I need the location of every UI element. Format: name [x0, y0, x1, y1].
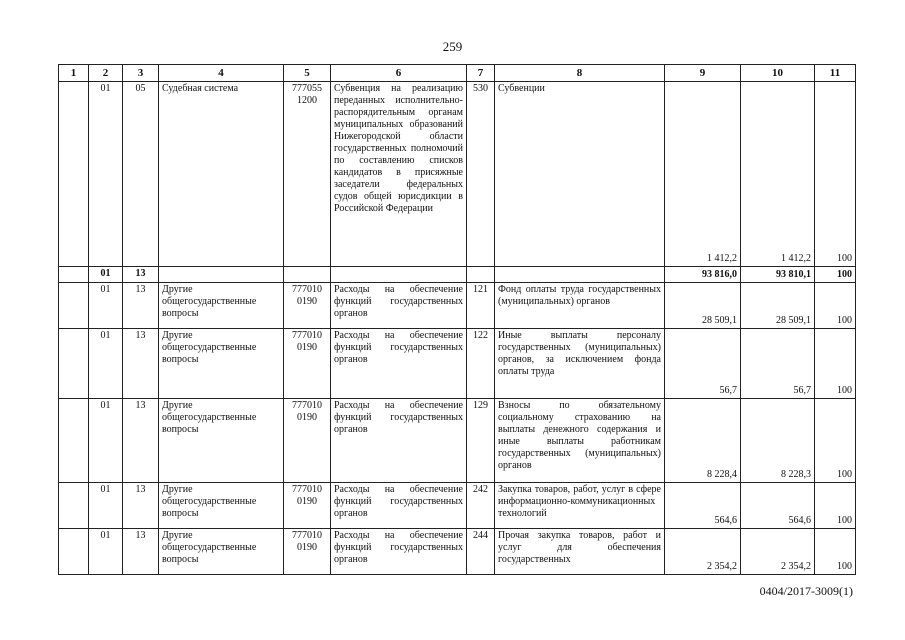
cell-section: 01	[89, 329, 123, 399]
cell-section: 01	[89, 283, 123, 329]
cell-expense-name: Взносы по обязательному социальному страхованию на выплаты денежного содержания и иные выплаты работникам государственных (муниципальных) органов	[495, 399, 665, 483]
col-header-2: 2	[89, 65, 123, 82]
cell-subsection: 13	[123, 267, 159, 283]
cell-percent: 100	[815, 329, 856, 399]
cell-col1	[59, 483, 89, 529]
cell-planned: 1 412,2	[665, 82, 741, 267]
cell-executed: 28 509,1	[741, 283, 815, 329]
col-header-6: 6	[331, 65, 467, 82]
cell-target-name: Расходы на обеспечение функций государственных органов	[331, 399, 467, 483]
cell-target-code: 777010 0190	[284, 399, 331, 483]
cell-subsection: 13	[123, 483, 159, 529]
cell-planned: 93 816,0	[665, 267, 741, 283]
cell-section-name: Другие общегосударственные вопросы	[159, 329, 284, 399]
cell-section: 01	[89, 483, 123, 529]
col-header-10: 10	[741, 65, 815, 82]
header-row	[59, 65, 856, 82]
cell-planned: 2 354,2	[665, 529, 741, 575]
cell-col1	[59, 329, 89, 399]
cell-section-name: Другие общегосударственные вопросы	[159, 529, 284, 575]
cell-expense-code: 530	[467, 82, 495, 267]
cell-expense-name: Прочая закупка товаров, работ и услуг для обеспечения государственных	[495, 529, 665, 575]
cell-section-name: Судебная система	[159, 82, 284, 267]
cell-section: 01	[89, 267, 123, 283]
cell-executed: 93 810,1	[741, 267, 815, 283]
cell-expense-code: 129	[467, 399, 495, 483]
cell-target-code: 777010 0190	[284, 483, 331, 529]
col-header-7: 7	[467, 65, 495, 82]
cell-percent: 100	[815, 283, 856, 329]
col-header-11: 11	[815, 65, 856, 82]
col-header-5: 5	[284, 65, 331, 82]
table-row	[59, 329, 856, 399]
col-header-4: 4	[159, 65, 284, 82]
table-row	[59, 82, 856, 267]
cell-target-name: Расходы на обеспечение функций государственных органов	[331, 283, 467, 329]
cell-target-name: Расходы на обеспечение функций государственных органов	[331, 329, 467, 399]
cell-target-code: 777010 0190	[284, 283, 331, 329]
cell-target-name: Расходы на обеспечение функций государственных органов	[331, 529, 467, 575]
cell-section-name: Другие общегосударственные вопросы	[159, 283, 284, 329]
cell-section-name: Другие общегосударственные вопросы	[159, 399, 284, 483]
table-row	[59, 399, 856, 483]
subtotal-row	[59, 267, 856, 283]
cell-target-code	[284, 267, 331, 283]
cell-section-name: Другие общегосударственные вопросы	[159, 483, 284, 529]
cell-expense-code: 122	[467, 329, 495, 399]
cell-expense-name: Субвенции	[495, 82, 665, 267]
cell-col1	[59, 82, 89, 267]
cell-target-name: Субвенция на реализацию переданных исполнительно-распорядительным органам муниципальных образований Нижегородской области государственных полномочий по составлению списков кандидатов в присяжные заседатели федеральных судов общей юрисдикции в Российской Федерации	[331, 82, 467, 267]
cell-expense-name: Иные выплаты персоналу государственных (муниципальных) органов, за исключением фонда оплаты труда	[495, 329, 665, 399]
cell-target-code: 777010 0190	[284, 329, 331, 399]
cell-percent: 100	[815, 82, 856, 267]
budget-table	[58, 64, 856, 575]
cell-planned: 56,7	[665, 329, 741, 399]
cell-col1	[59, 529, 89, 575]
cell-section: 01	[89, 82, 123, 267]
col-header-8: 8	[495, 65, 665, 82]
cell-subsection: 05	[123, 82, 159, 267]
cell-expense-code	[467, 267, 495, 283]
col-header-9: 9	[665, 65, 741, 82]
cell-section: 01	[89, 529, 123, 575]
table-row	[59, 483, 856, 529]
cell-expense-name: Фонд оплаты труда государственных (муниципальных) органов	[495, 283, 665, 329]
document-code: 0404/2017-3009(1)	[759, 584, 853, 598]
cell-target-name	[331, 267, 467, 283]
cell-col1	[59, 267, 89, 283]
cell-expense-code: 242	[467, 483, 495, 529]
cell-section-name	[159, 267, 284, 283]
cell-subsection: 13	[123, 399, 159, 483]
cell-executed: 56,7	[741, 329, 815, 399]
cell-executed: 564,6	[741, 483, 815, 529]
table-row	[59, 529, 856, 575]
cell-col1	[59, 283, 89, 329]
cell-executed: 8 228,3	[741, 399, 815, 483]
col-header-3: 3	[123, 65, 159, 82]
cell-section: 01	[89, 399, 123, 483]
page-number: 259	[442, 39, 463, 54]
cell-percent: 100	[815, 529, 856, 575]
cell-target-code: 777010 0190	[284, 529, 331, 575]
table-row	[59, 283, 856, 329]
cell-expense-code: 244	[467, 529, 495, 575]
cell-planned: 28 509,1	[665, 283, 741, 329]
cell-col1	[59, 399, 89, 483]
cell-target-code: 777055 1200	[284, 82, 331, 267]
cell-subsection: 13	[123, 529, 159, 575]
cell-executed: 2 354,2	[741, 529, 815, 575]
cell-executed: 1 412,2	[741, 82, 815, 267]
cell-target-name: Расходы на обеспечение функций государственных органов	[331, 483, 467, 529]
cell-expense-name: Закупка товаров, работ, услуг в сфере информационно-коммуникационных технологий	[495, 483, 665, 529]
cell-planned: 564,6	[665, 483, 741, 529]
cell-percent: 100	[815, 399, 856, 483]
cell-subsection: 13	[123, 329, 159, 399]
cell-planned: 8 228,4	[665, 399, 741, 483]
cell-subsection: 13	[123, 283, 159, 329]
cell-percent: 100	[815, 483, 856, 529]
col-header-1: 1	[59, 65, 89, 82]
cell-expense-code: 121	[467, 283, 495, 329]
cell-percent: 100	[815, 267, 856, 283]
cell-expense-name	[495, 267, 665, 283]
